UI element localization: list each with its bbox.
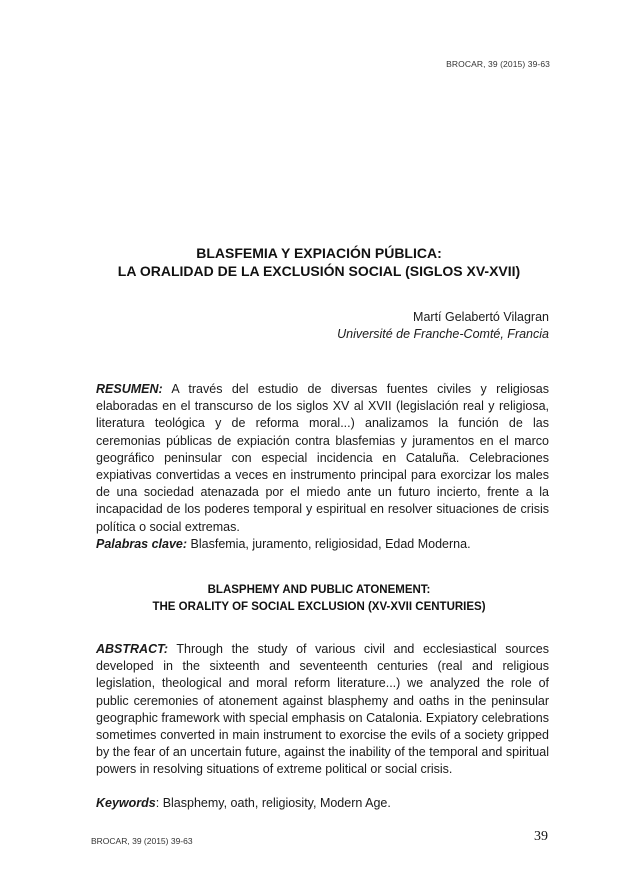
author-block <box>337 309 549 343</box>
author-name: Martí Gelabertó Vilagran <box>413 310 549 324</box>
palabras-clave-paragraph <box>96 536 549 553</box>
article-title <box>0 244 638 280</box>
resumen-label: RESUMEN: <box>96 382 163 396</box>
abstract-paragraph <box>96 641 549 779</box>
keywords-label: Keywords <box>96 796 156 810</box>
title-line-2: LA ORALIDAD DE LA EXCLUSIÓN SOCIAL (SIGLOS XV-XVII) <box>117 263 521 279</box>
resumen-paragraph <box>96 381 549 536</box>
english-title <box>0 582 638 616</box>
abstract-text: Through the study of various civil and ecclesiastical sources developed in the sixteenth and seventeenth centuries (real and religious legislation, theological and moral reform literature...) we analyzed the role of public ceremonies of atonement against blasphemy and oaths in the peninsular geographic framework with special emphasis on Catalonia. Expiatory celebrations sometimes converted in main instrument to exorcise the evils of a society gripped by the fear of an uncertain future, against the inability of the temporal and spiritual powers in resolving situations of extreme political or social crisis. <box>96 642 549 777</box>
abstract-label: ABSTRACT: <box>96 642 168 656</box>
footer-journal: BROCAR, 39 (2015) 39-63 <box>91 836 193 846</box>
resumen-text: A través del estudio de diversas fuentes civiles y religiosas elaboradas en el transcurso de los siglos XV al XVII (legislación real y religiosa, literatura teológica y de reforma moral...) analizamos la función de las ceremonias públicas de expiación contra blasfemias y juramentos en el marco geográfico peninsular con especial incidencia en Cataluña. Celebraciones expiativas convertidas a veces en instrumento principal para exorcizar los males de una sociedad atenazada por el miedo ante un futuro incierto, frente a la incapacidad de los poderes temporal y espiritual en resolver situaciones de crisis política o social extremas. <box>96 382 549 534</box>
title-line-1: BLASFEMIA Y EXPIACIÓN PÚBLICA: <box>196 245 442 261</box>
keywords-text: : Blasphemy, oath, religiosity, Modern Age. <box>155 796 391 810</box>
author-affiliation: Université de Franche-Comté, Francia <box>337 327 549 341</box>
keywords-paragraph <box>96 795 549 812</box>
english-title-line-2: THE ORALITY OF SOCIAL EXCLUSION (XV-XVII CENTURIES) <box>152 601 486 613</box>
palabras-clave-label: Palabras clave: <box>96 537 188 551</box>
palabras-clave-text: Blasfemia, juramento, religiosidad, Edad Moderna. <box>190 537 471 551</box>
english-title-line-1: BLASPHEMY AND PUBLIC ATONEMENT: <box>207 584 431 596</box>
page-number: 39 <box>534 829 548 844</box>
running-head: BROCAR, 39 (2015) 39-63 <box>446 59 550 69</box>
